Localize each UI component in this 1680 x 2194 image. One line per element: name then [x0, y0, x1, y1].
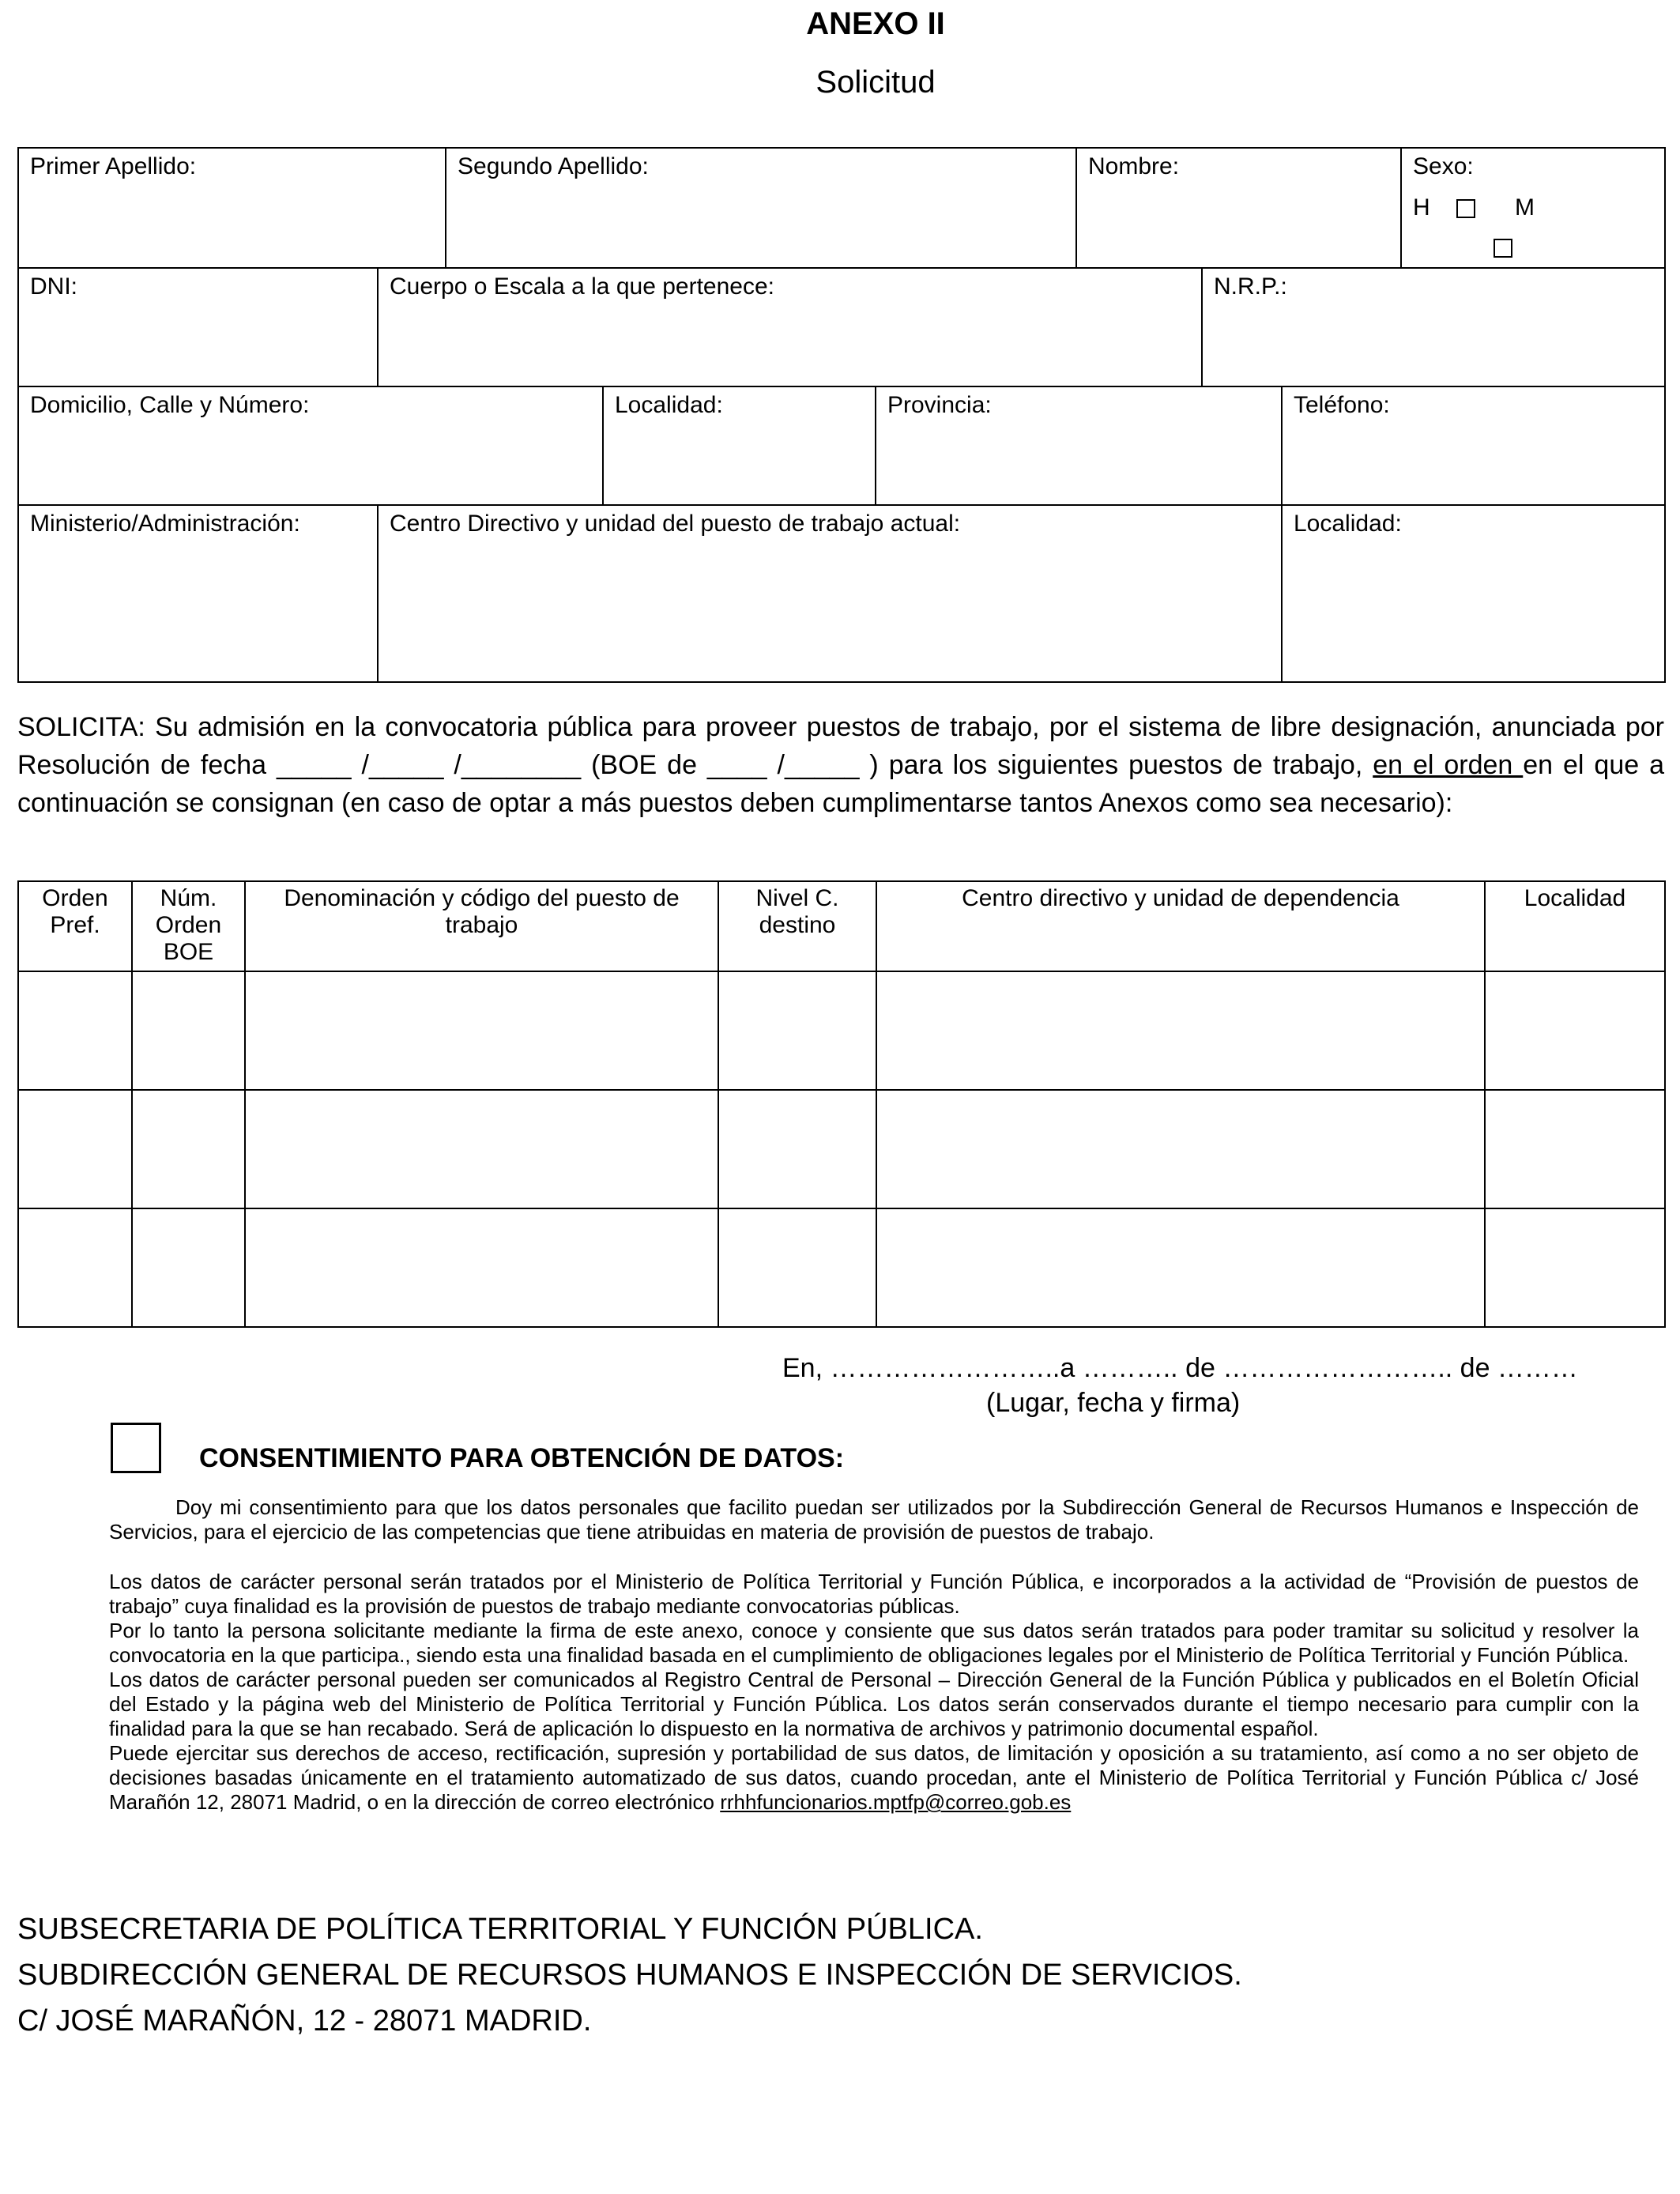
segundo-apellido-label: Segundo Apellido: — [458, 153, 649, 179]
denominacion-cell[interactable] — [245, 1090, 718, 1208]
page-title: ANEXO II — [806, 6, 945, 41]
orden-pref-cell[interactable] — [18, 971, 132, 1090]
consent-paragraph-2: Los datos de carácter personal serán tratados por el Ministerio de Política Territorial y Función Pública, e incorporados a la actividad de “Provisión de puestos de trabajo” cuya finalidad es la provisión de puestos de trabajo mediante convocatorias públicas. — [109, 1570, 1639, 1618]
solicita-text-2: ) para los siguientes puestos de trabajo, — [859, 750, 1373, 780]
consent-paragraph-5-text: Puede ejercitar sus derechos de acceso, rectificación, supresión y portabilidad de sus datos, de limitación y oposición a su tratamiento, así como a no ser objeto de decisiones basadas únicamente en el tratamiento automatizado de sus datos, cuando procedan, ante el Ministerio de Política Territorial y Función Pública c/ José Marañón 12, 28071 Madrid, o en la dirección de correo electrónico — [109, 1741, 1639, 1814]
consent-checkbox[interactable] — [111, 1423, 161, 1473]
telefono-label: Teléfono: — [1294, 392, 1390, 418]
data-protection-notice — [109, 1570, 1639, 1815]
denominacion-cell[interactable] — [245, 1208, 718, 1327]
dni-field[interactable] — [18, 268, 378, 386]
sexo-m-checkbox[interactable] — [1494, 239, 1512, 258]
col-denominacion: Denominación y código del puesto de trabajo — [245, 881, 718, 971]
nombre-label: Nombre: — [1088, 153, 1180, 179]
orden-pref-cell[interactable] — [18, 1090, 132, 1208]
centro-cell[interactable] — [876, 1208, 1485, 1327]
col-num-orden-boe: Núm. Orden BOE — [132, 881, 245, 971]
applicant-form — [17, 147, 1666, 683]
footer-address — [17, 1906, 1242, 2044]
footer-line-3: C/ JOSÉ MARAÑÓN, 12 - 28071 MADRID. — [17, 2004, 592, 2038]
localidad2-label: Localidad: — [1294, 511, 1402, 537]
col-localidad: Localidad — [1485, 881, 1665, 971]
centro-cell[interactable] — [876, 1090, 1485, 1208]
consent-paragraph-5 — [109, 1741, 1639, 1815]
centro-cell[interactable] — [876, 971, 1485, 1090]
page-subtitle: Solicitud — [816, 65, 936, 100]
footer-line-1: SUBSECRETARIA DE POLÍTICA TERRITORIAL Y FUNCIÓN PÚBLICA. — [17, 1913, 983, 1946]
sexo-h-label: H — [1413, 194, 1430, 221]
nrp-label: N.R.P.: — [1214, 273, 1287, 300]
primer-apellido-field[interactable] — [18, 148, 446, 268]
provincia-field[interactable] — [876, 386, 1282, 505]
boe-day-blank[interactable]: ____ — [706, 750, 767, 780]
boe-month-blank[interactable]: _____ — [784, 750, 860, 780]
localidad-label: Localidad: — [615, 392, 723, 418]
segundo-apellido-field[interactable] — [446, 148, 1076, 268]
num-orden-cell[interactable] — [132, 971, 245, 1090]
table-row — [18, 1090, 1665, 1208]
en-el-orden-text: en el orden — [1373, 750, 1524, 780]
consent-paragraph-1: Doy mi consentimiento para que los datos personales que facilito puedan ser utilizados por la Subdirección General de Recursos Humanos e Inspección de Servicios, para el ejercicio de las competencias que tiene atribuidas en materia de provisión de puestos de trabajo. — [109, 1495, 1639, 1544]
sexo-m-label: M — [1515, 194, 1535, 221]
col-nivel: Nivel C. destino — [718, 881, 876, 971]
slash-1: / — [351, 750, 369, 780]
nivel-cell[interactable] — [718, 971, 876, 1090]
cuerpo-field[interactable] — [378, 268, 1202, 386]
ministerio-label: Ministerio/Administración: — [30, 511, 300, 537]
sexo-field — [1401, 148, 1665, 268]
provincia-label: Provincia: — [887, 392, 992, 418]
num-orden-cell[interactable] — [132, 1090, 245, 1208]
solicita-text-3: en el que a continuación se consignan (en caso de optar a más puestos deben cumplimentarse tantos Anexos como sea necesario): — [17, 750, 1664, 818]
nombre-field[interactable] — [1076, 148, 1401, 268]
col-centro: Centro directivo y unidad de dependencia — [876, 881, 1485, 971]
cuerpo-label: Cuerpo o Escala a la que pertenece: — [390, 273, 774, 300]
posts-table — [17, 880, 1666, 1328]
fecha-day-blank[interactable]: _____ — [277, 750, 352, 780]
consent-title: CONSENTIMIENTO PARA OBTENCIÓN DE DATOS: — [199, 1443, 845, 1473]
localidad-field[interactable] — [603, 386, 876, 505]
sexo-h-checkbox[interactable] — [1456, 199, 1475, 218]
consent-paragraph-3: Por lo tanto la persona solicitante mediante la firma de este anexo, conoce y consiente que sus datos serán tratados para poder tramitar su solicitud y resolver la convocatoria en la que participa., siendo esta una finalidad basada en el cumplimiento de obligaciones legales por el Ministerio de Política Territorial y Función Pública. — [109, 1619, 1639, 1667]
localidad-cell[interactable] — [1485, 1090, 1665, 1208]
centro-directivo-field[interactable] — [378, 505, 1282, 682]
col-orden-pref: Orden Pref. — [18, 881, 132, 971]
consent-paragraph-4: Los datos de carácter personal pueden ser comunicados al Registro Central de Personal – Dirección General de la Función Pública y publicados en el Boletín Oficial del Estado y la página web del Ministerio de Política Territorial y Función Pública. Los datos serán conservados durante el tiempo necesario para cumplir con la finalidad para la que se han recabado. Será de aplicación lo dispuesto en la normativa de archivos y patrimonio documental español. — [109, 1668, 1639, 1740]
email-link[interactable]: rrhhfuncionarios.mptfp@correo.gob.es — [720, 1790, 1072, 1814]
orden-pref-cell[interactable] — [18, 1208, 132, 1327]
centro-directivo-label: Centro Directivo y unidad del puesto de trabajo actual: — [390, 511, 961, 537]
nrp-field[interactable] — [1202, 268, 1665, 386]
primer-apellido-label: Primer Apellido: — [30, 153, 197, 179]
sexo-label: Sexo: — [1413, 153, 1474, 179]
nivel-cell[interactable] — [718, 1208, 876, 1327]
solicita-paragraph — [17, 708, 1664, 822]
domicilio-label: Domicilio, Calle y Número: — [30, 392, 310, 418]
domicilio-field[interactable] — [18, 386, 603, 505]
table-row — [18, 971, 1665, 1090]
signature-caption: (Lugar, fecha y firma) — [986, 1388, 1241, 1418]
nivel-cell[interactable] — [718, 1090, 876, 1208]
dni-label: DNI: — [30, 273, 77, 300]
fecha-month-blank[interactable]: _____ — [368, 750, 444, 780]
signature-line[interactable]: En, ……………………..a ……….. de …………………….. de ……… — [782, 1353, 1578, 1383]
posts-table-header — [18, 881, 1665, 971]
slash-2: / — [443, 750, 461, 780]
boe-text: (BOE de — [581, 750, 707, 780]
localidad-cell[interactable] — [1485, 1208, 1665, 1327]
footer-line-2: SUBDIRECCIÓN GENERAL DE RECURSOS HUMANOS E INSPECCIÓN DE SERVICIOS. — [17, 1958, 1242, 1992]
solicita-text-1: SOLICITA: Su admisión en la convocatoria pública para proveer puestos de trabajo, por el sistema de libre designación, anunciada por Resolución de fecha — [17, 712, 1664, 780]
localidad-cell[interactable] — [1485, 971, 1665, 1090]
num-orden-cell[interactable] — [132, 1208, 245, 1327]
consent-statement — [109, 1495, 1639, 1544]
table-row — [18, 1208, 1665, 1327]
denominacion-cell[interactable] — [245, 971, 718, 1090]
ministerio-field[interactable] — [18, 505, 378, 682]
telefono-field[interactable] — [1282, 386, 1665, 505]
localidad2-field[interactable] — [1282, 505, 1665, 682]
fecha-year-blank[interactable]: ________ — [461, 750, 582, 780]
slash-3: / — [767, 750, 785, 780]
